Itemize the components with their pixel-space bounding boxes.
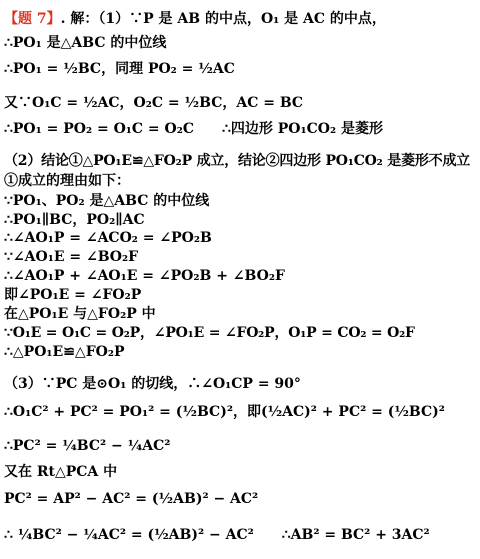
solution-line: ∴PO₁∥BC，PO₂∥AC (4, 212, 145, 228)
problem-header (4, 10, 386, 28)
solution-line: （2）结论①△PO₁E≌△FO₂P 成立，结论②四边形 PO₁CO₂ 是菱形不成立 (4, 153, 471, 169)
solution-line: 在△PO₁E 与△FO₂P 中 (4, 306, 156, 322)
solution-line: 又∵O₁C = ½AC，O₂C = ½BC，AC = BC (4, 95, 304, 111)
solution-line: ①成立的理由如下： (4, 173, 130, 189)
solution-line: ∴PC² = ¼BC² − ¼AC² (4, 438, 171, 454)
solution-line: ∴∠AO₁P = ∠ACO₂ = ∠PO₂B (4, 230, 212, 246)
solution-line: ∴ ¼BC² − ¼AC² = (½AB)² − AC² ∴AB² = BC² + 3AC² (4, 527, 430, 543)
solution-line: PC² = AP² − AC² = (½AB)² − AC² (4, 491, 259, 507)
solution-line: 即∠PO₁E = ∠FO₂P (4, 287, 142, 303)
solution-line: ∴PO₁ = ½BC，同理 PO₂ = ½AC (4, 61, 235, 77)
solution-line: （3）∵PC 是⊙O₁ 的切线，∴∠O₁CP = 90° (4, 376, 301, 392)
part1-header: . 解：（1）∵P 是 AB 的中点，O₁ 是 AC 的中点， (60, 11, 386, 27)
solution-line: ∴△PO₁E≌△FO₂P (4, 344, 125, 360)
solution-line: ∵∠AO₁E = ∠BO₂F (4, 249, 139, 265)
solution-line: ∴O₁C² + PC² = PO₁² = (½BC)²，即(½AC)² + PC² = (½BC)² (4, 404, 445, 420)
solution-line: ∵O₁E = O₁C = O₂P，∠PO₁E = ∠FO₂P，O₁P = CO₂ = O₂F (4, 325, 415, 341)
solution-line: ∴PO₁ = PO₂ = O₁C = O₂C ∴四边形 PO₁CO₂ 是菱形 (4, 121, 383, 137)
solution-line: ∵PO₁、PO₂ 是△ABC 的中位线 (4, 193, 210, 209)
solution-line: 又在 Rt△PCA 中 (4, 464, 118, 480)
solution-line: ∴PO₁ 是△ABC 的中位线 (4, 35, 167, 51)
solution-line: ∴∠AO₁P + ∠AO₁E = ∠PO₂B + ∠BO₂F (4, 268, 285, 284)
problem-title: 【题 7】 (4, 11, 61, 27)
